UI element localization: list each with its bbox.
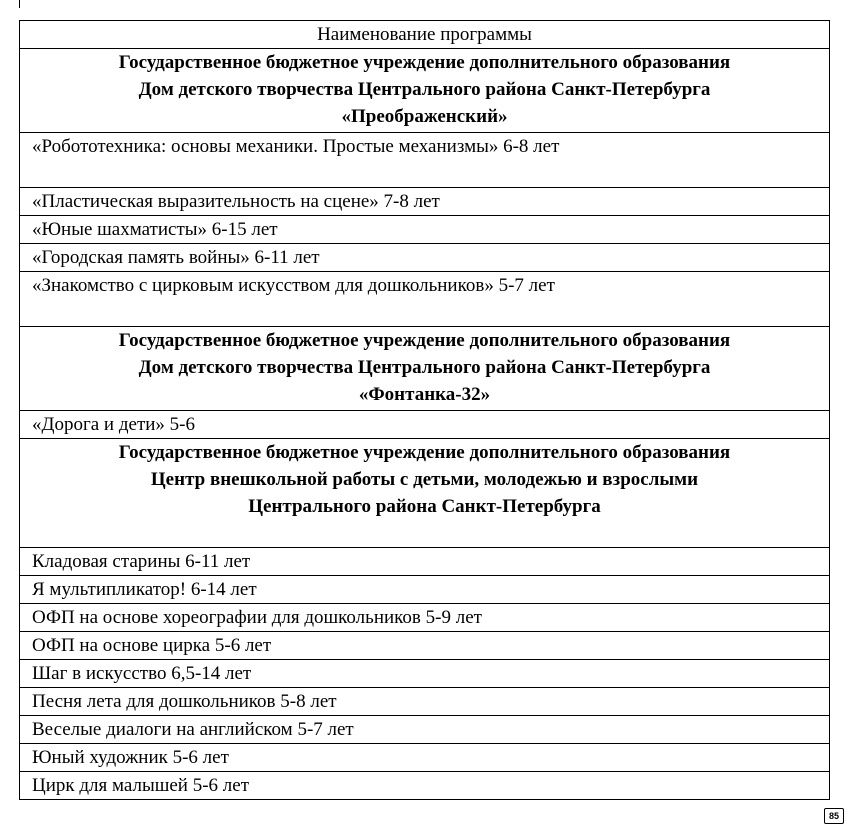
program-name-cell: «Городская память войны» 6-11 лет (20, 244, 830, 272)
program-row (20, 576, 830, 604)
org-name-line: Государственное бюджетное учреждение дополнительного образования (118, 52, 731, 73)
org-name-line: Центрального района Санкт-Петербурга (248, 496, 601, 517)
org-name-line: Государственное бюджетное учреждение дополнительного образования (118, 330, 731, 351)
program-row (20, 216, 830, 244)
program-name-cell: «Юные шахматисты» 6-15 лет (20, 216, 830, 244)
org-name-line: Государственное бюджетное учреждение дополнительного образования (118, 442, 731, 463)
program-row (20, 272, 830, 327)
program-name-cell: Кладовая старины 6-11 лет (20, 548, 830, 576)
program-row (20, 133, 830, 188)
org-name-line: Центр внешкольной работы с детьми, молодежью и взрослыми (150, 469, 699, 490)
program-row (20, 660, 830, 688)
org-name-cell (20, 439, 830, 548)
program-name-cell: «Знакомство с цирковым искусством для дошкольников» 5-7 лет (20, 272, 830, 327)
program-row (20, 188, 830, 216)
programs-table (19, 20, 830, 800)
program-name-cell: Цирк для малышей 5-6 лет (20, 772, 830, 800)
org-name-line: Дом детского творчества Центрального района Санкт-Петербурга (138, 357, 711, 378)
program-row (20, 411, 830, 439)
program-row (20, 744, 830, 772)
table-header-cell: Наименование программы (20, 21, 830, 49)
program-row (20, 548, 830, 576)
org-name-line: «Фонтанка-32» (358, 384, 491, 405)
program-row (20, 632, 830, 660)
program-name-cell: Юный художник 5-6 лет (20, 744, 830, 772)
page-number-badge: 85 (824, 808, 844, 824)
org-row-youth-center (20, 439, 830, 548)
program-name-cell: ОФП на основе хореографии для дошкольников 5-9 лет (20, 604, 830, 632)
org-row-preobrazhensky (20, 49, 830, 133)
org-name-line: Дом детского творчества Центрального района Санкт-Петербурга (138, 79, 711, 100)
org-name-line: «Преображенский» (341, 106, 508, 127)
org-name-cell (20, 49, 830, 133)
program-name-cell: Веселые диалоги на английском 5-7 лет (20, 716, 830, 744)
program-row (20, 688, 830, 716)
program-name-cell: Песня лета для дошкольников 5-8 лет (20, 688, 830, 716)
program-row (20, 772, 830, 800)
program-row (20, 244, 830, 272)
program-name-cell: «Пластическая выразительность на сцене» 7-8 лет (20, 188, 830, 216)
program-name-cell: Шаг в искусство 6,5-14 лет (20, 660, 830, 688)
org-row-fontanka-32 (20, 327, 830, 411)
program-row (20, 604, 830, 632)
program-name-cell: ОФП на основе цирка 5-6 лет (20, 632, 830, 660)
program-name-cell: Я мультипликатор! 6-14 лет (20, 576, 830, 604)
table-header-row (20, 21, 830, 49)
top-border-fragment (19, 0, 20, 8)
org-name-cell (20, 327, 830, 411)
program-name-cell: «Робототехника: основы механики. Простые механизмы» 6-8 лет (20, 133, 830, 188)
program-name-cell: «Дорога и дети» 5-6 (20, 411, 830, 439)
program-row (20, 716, 830, 744)
